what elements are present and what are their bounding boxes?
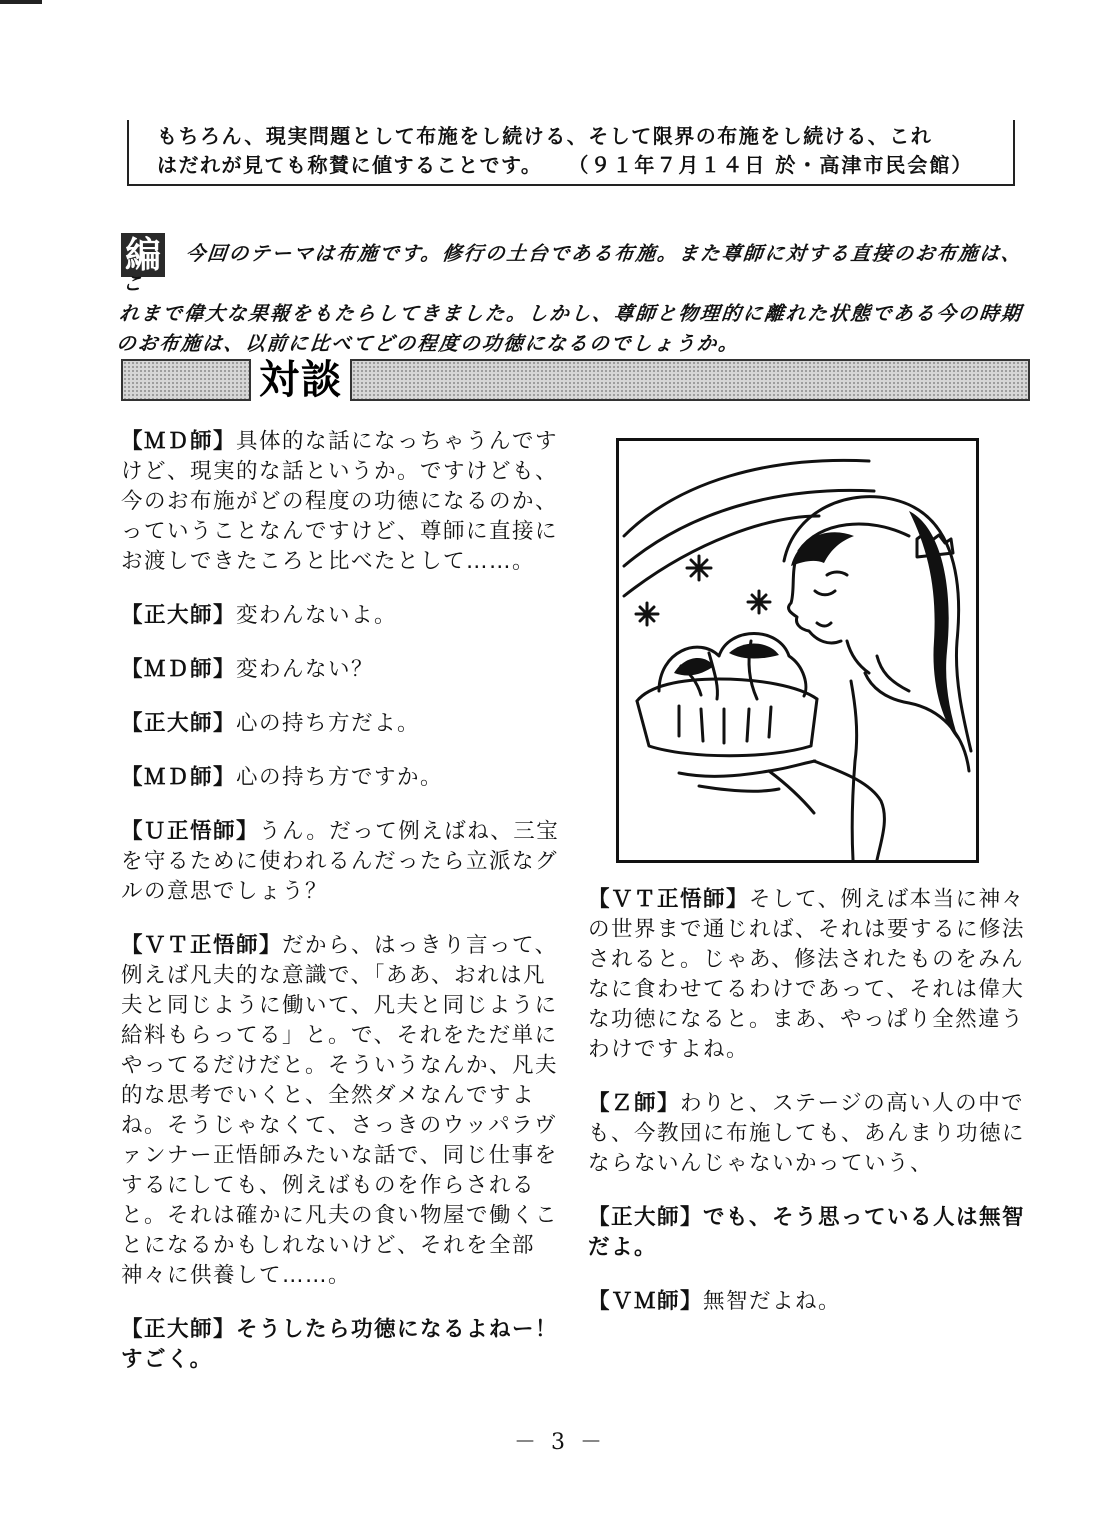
speaker-label: 【Ｕ正悟師】 bbox=[121, 819, 260, 844]
intro-line-2: れまで偉大な果報をもたらしてきました。しかし、尊師と物理的に離れた状態である今の時期 bbox=[118, 302, 1024, 325]
dialogue-text: うん。だって例えばね、三宝を守るために使われるんだったら立派なグルの意思でしょう？ bbox=[121, 819, 560, 904]
dialogue-text: でも、そう思っている人は無智だよ。 bbox=[588, 1205, 1026, 1260]
dialogue-paragraph bbox=[121, 709, 561, 739]
right-column bbox=[588, 885, 1033, 1341]
dialogue-text: そして、例えば本当に神々の世界まで通じれば、それは要するに修法されると。じゃあ、修法されたものをみんなに食わせてるわけであって、それは偉大な功徳になると。まあ、やっぱり全然違うわけですよね。 bbox=[588, 887, 1026, 1062]
dialogue-text: 変わんない？ bbox=[236, 657, 375, 682]
speaker-label: 【ＭＤ師】 bbox=[121, 657, 237, 682]
illustration-woman-offering bbox=[616, 438, 979, 863]
page-number: － 3 － bbox=[514, 1430, 606, 1455]
quote-line-2 bbox=[157, 151, 999, 180]
speaker-label: 【Ｚ師】 bbox=[588, 1091, 681, 1116]
editor-icon: 編 bbox=[121, 233, 165, 277]
dialogue-text: だから、はっきり言って、例えば凡夫的な意識で、「ああ、おれは凡夫と同じように働いて、凡夫と同じように給料もらってる」と。で、それをただ単にやってるだけだと。そういうなんか、凡夫的な思考でいくと、全然ダメなんですよね。そうじゃなくて、さっきのウッパラヴァンナー正悟師みたいな話で、同じ仕事をするにしても、例えばものを作らされると。それは確かに凡夫の食い物屋で働くことになるかもしれないけど、それを全部神々に供養して……。 bbox=[121, 933, 559, 1288]
quote-line-1: もちろん、現実問題として布施をし続ける、そして限界の布施をし続ける、これ bbox=[157, 124, 933, 148]
dialogue-text: そうしたら功徳になるよねー！すごく。 bbox=[121, 1317, 559, 1372]
dialogue-paragraph bbox=[121, 1315, 561, 1375]
speaker-label: 【ＭＤ師】 bbox=[121, 765, 237, 790]
dialogue-paragraph bbox=[121, 427, 561, 577]
quote-line-2-text: はだれが見ても称賛に値することです。 bbox=[157, 153, 543, 177]
speaker-label: 【正大師】 bbox=[121, 711, 237, 736]
dialogue-paragraph bbox=[121, 931, 561, 1291]
dialogue-text: 心の持ち方ですか。 bbox=[236, 765, 444, 790]
dialogue-text: 無智だよね。 bbox=[703, 1289, 842, 1314]
dialogue-paragraph bbox=[121, 817, 561, 907]
left-column bbox=[121, 427, 561, 1399]
dialogue-paragraph bbox=[121, 655, 561, 685]
intro-line-3: のお布施は、以前に比べてどの程度の功徳になるのでしょうか。 bbox=[115, 332, 742, 355]
dialogue-paragraph bbox=[121, 763, 561, 793]
speaker-label: 【正大師】 bbox=[588, 1205, 704, 1230]
intro-line-1: 今回のテーマは布施です。修行の土台である布施。また尊師に対する直接のお布施は、こ bbox=[121, 242, 1024, 295]
dialogue-text: 心の持ち方だよ。 bbox=[236, 711, 421, 736]
speaker-label: 【正大師】 bbox=[121, 603, 237, 628]
dialogue-paragraph bbox=[588, 885, 1033, 1065]
dialogue-text: 具体的な話になっちゃうんですけど、現実的な話というか。ですけども、今のお布施がどの程度の功徳になるのか、っていうことなんですけど、尊師に直接にお渡しできたころと比べたとして……。 bbox=[121, 429, 559, 574]
quote-box bbox=[127, 120, 1015, 186]
speaker-label: 【ＶＴ正悟師】 bbox=[121, 933, 283, 958]
speaker-label: 【正大師】 bbox=[121, 1317, 237, 1342]
section-title: 対談 bbox=[259, 356, 343, 403]
speaker-label: 【ＭＤ師】 bbox=[121, 429, 237, 454]
scan-edge-mark bbox=[0, 0, 42, 4]
dialogue-paragraph bbox=[588, 1287, 1033, 1317]
dialogue-text: わりと、ステージの高い人の中でも、今教団に布施しても、あんまり功徳にならないんじゃないかっていう、 bbox=[588, 1091, 1026, 1176]
section-bar-left bbox=[121, 359, 251, 401]
speaker-label: 【ＶＴ正悟師】 bbox=[588, 887, 750, 912]
section-bar-right bbox=[350, 359, 1030, 401]
editor-intro bbox=[115, 239, 1033, 359]
dialogue-paragraph bbox=[588, 1203, 1033, 1263]
illustration-drawing bbox=[619, 441, 976, 860]
dialogue-paragraph bbox=[588, 1089, 1033, 1179]
speaker-label: 【ＶＭ師】 bbox=[588, 1289, 704, 1314]
dialogue-paragraph bbox=[121, 601, 561, 631]
quote-reference: （９１年７月１４日 於・高津市民会館） bbox=[578, 153, 974, 177]
dialogue-text: 変わんないよ。 bbox=[236, 603, 398, 628]
